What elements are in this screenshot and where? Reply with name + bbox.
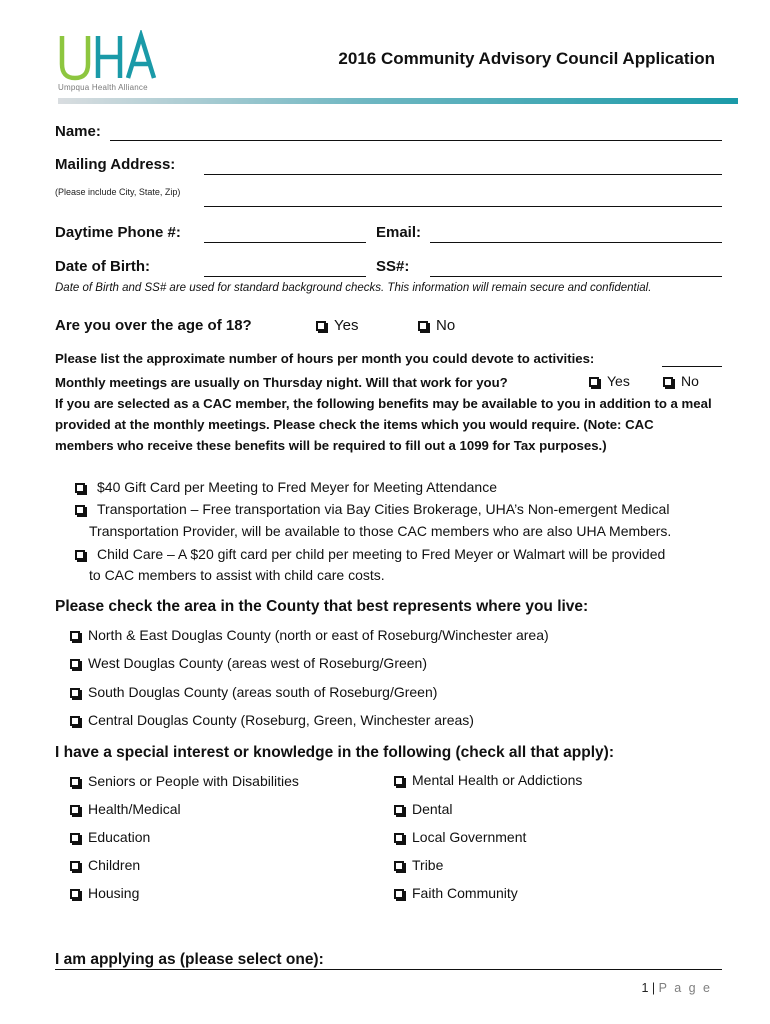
dob-label: Date of Birth: [55,258,150,275]
checkbox-icon[interactable] [70,805,80,815]
page-number: 1 [641,981,649,995]
mailing-address-line-2[interactable] [204,206,722,207]
interest-local-government[interactable]: Local Government [394,829,526,845]
applying-as-label: I am applying as (please select one): [55,951,324,968]
privacy-note: Date of Birth and SS# are used for standard background checks. This information will remain secure and confidential. [55,282,652,294]
checkbox-icon[interactable] [70,631,80,641]
interest-tribe[interactable]: Tribe [394,857,443,873]
daytime-phone-label: Daytime Phone #: [55,224,181,241]
interest-dental[interactable]: Dental [394,801,452,817]
checkbox-icon[interactable] [70,861,80,871]
age-yes-option[interactable]: Yes [316,317,358,334]
hours-line[interactable] [662,366,722,367]
checkbox-icon[interactable] [75,483,85,493]
area-south[interactable]: South Douglas County (areas south of Roseburg/Green) [70,684,437,700]
area-heading: Please check the area in the County that best represents where you live: [55,598,589,615]
address-hint: (Please include City, State, Zip) [55,187,181,197]
checkbox-icon[interactable] [418,321,428,331]
ssn-line[interactable] [430,276,722,277]
interest-heading: I have a special interest or knowledge in the following (check all that apply): [55,744,614,761]
page-footer [641,981,712,995]
checkbox-icon[interactable] [70,833,80,843]
area-west[interactable]: West Douglas County (areas west of Roseburg/Green) [70,655,427,671]
checkbox-icon[interactable] [75,505,85,515]
email-line[interactable] [430,242,722,243]
checkbox-icon[interactable] [394,861,404,871]
hours-question: Please list the approximate number of hours per month you could devote to activities: [55,351,595,366]
checkbox-icon[interactable] [663,377,673,387]
age-no-option[interactable]: No [418,317,455,334]
checkbox-icon[interactable] [70,777,80,787]
dob-line[interactable] [204,276,366,277]
checkbox-icon[interactable] [394,776,404,786]
benefit-child-care[interactable]: Child Care – A $20 gift card per child per meeting to Fred Meyer or Walmart will be provided [75,546,665,562]
email-label: Email: [376,224,422,241]
checkbox-icon[interactable] [316,321,326,331]
checkbox-icon[interactable] [394,889,404,899]
mailing-address-label: Mailing Address: [55,156,176,173]
benefit-transportation[interactable]: Transportation – Free transportation via Bay Cities Brokerage, UHA’s Non-emergent Medical [75,501,669,517]
checkbox-icon[interactable] [70,659,80,669]
checkbox-icon[interactable] [75,550,85,560]
interest-housing[interactable]: Housing [70,885,139,901]
applying-as-divider [55,969,722,970]
daytime-phone-line[interactable] [204,242,366,243]
uha-logo-mark [58,30,168,90]
document-title: 2016 Community Advisory Council Application [338,49,715,68]
interest-faith-community[interactable]: Faith Community [394,885,518,901]
page-word: P a g e [658,981,712,995]
interest-mental-health[interactable]: Mental Health or Addictions [394,772,582,788]
checkbox-icon[interactable] [70,716,80,726]
interest-seniors[interactable]: Seniors or People with Disabilities [70,773,299,789]
ssn-label: SS#: [376,258,410,275]
meetings-yes-option[interactable]: Yes [589,373,630,389]
logo-subtitle: Umpqua Health Alliance [58,83,148,92]
checkbox-icon[interactable] [70,688,80,698]
benefits-paragraph: If you are selected as a CAC member, the following benefits may be available to you in addition to a meal provided at the monthly meetings. Please check the items which you would require. (Note: CAC members who receive these benefits will be required to fill out a 1099 for Tax purposes.) [55,396,712,453]
checkbox-icon[interactable] [394,833,404,843]
mailing-address-line-1[interactable] [204,174,722,175]
checkbox-icon[interactable] [589,377,599,387]
benefit-transportation-line2: Transportation Provider, will be available to those CAC members who are also UHA Members. [89,523,672,539]
header-divider [58,98,738,104]
name-label: Name: [55,123,101,140]
area-north-east[interactable]: North & East Douglas County (north or east of Roseburg/Winchester area) [70,627,549,643]
page-separator: | [651,981,656,995]
name-line[interactable] [110,140,722,141]
checkbox-icon[interactable] [70,889,80,899]
benefit-child-care-line2: to CAC members to assist with child care costs. [89,567,385,583]
interest-health-medical[interactable]: Health/Medical [70,801,181,817]
benefit-gift-card[interactable]: $40 Gift Card per Meeting to Fred Meyer for Meeting Attendance [75,479,497,495]
checkbox-icon[interactable] [394,805,404,815]
meetings-no-option[interactable]: No [663,373,699,389]
age-question-label: Are you over the age of 18? [55,317,252,334]
interest-children[interactable]: Children [70,857,140,873]
area-central[interactable]: Central Douglas County (Roseburg, Green, Winchester areas) [70,712,474,728]
interest-education[interactable]: Education [70,829,150,845]
meetings-question: Monthly meetings are usually on Thursday night. Will that work for you? [55,375,508,390]
